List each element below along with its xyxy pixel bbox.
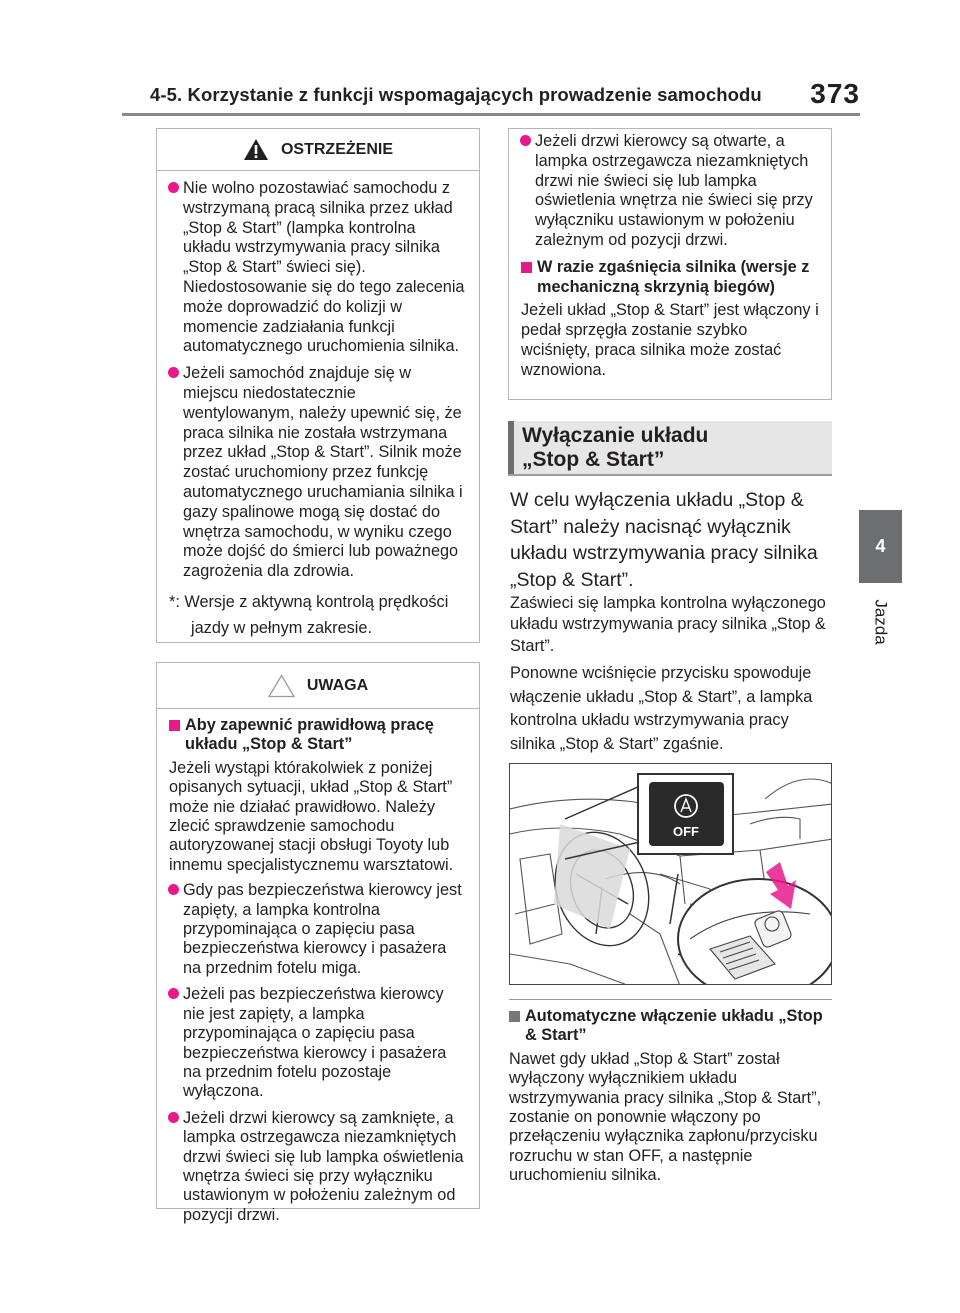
caution-icon [268,674,295,698]
header-divider [122,113,860,116]
section-para-1: Zaświeci się lampka kontrolna wyłączonego układu wstrzymywania pracy silnika „Stop & Start”. [510,594,826,655]
warning-box-continued [508,128,832,400]
warning-box-header [157,129,479,171]
warning-title: OSTRZEŻENIE [280,140,393,158]
warning-box [156,128,480,643]
chapter-tab-number: 4 [875,536,886,556]
section-title-line2: „Stop & Start” [522,448,665,471]
page-number: 373 [810,78,860,109]
warning-bullet: Nie wolno pozostawiać samochodu z wstrzymaną pracą silnika przez układ „Stop & Start” (lampka kontrolna układu wstrzymywania pracy silnika „Stop & Start” świeci się). Niedostosowanie się do tego zalecenia może doprowadzić do kolizji w momencie zadziałania funkcji automatycznego uruchomienia silnika. [169,179,467,357]
warning-icon [243,138,269,161]
section-para-2: Ponowne wciśnięcie przycisku spowoduje włączenie układu „Stop & Start”, a lampka kontrolna układu wstrzymywania pracy silnika „Stop & Start” zgaśnie. [510,664,813,753]
caution-bullet: Gdy pas bezpieczeństwa kierowcy jest zapięty, a lampka kontrolna przypominająca o zapięciu pasa bezpieczeństwa kierowcy i pasażera na przednim fotelu miga. [169,881,467,978]
chapter-tab [859,510,902,583]
subsection-divider [509,999,832,1000]
caution-box-header [157,663,479,709]
section-intro: W celu wyłączenia układu „Stop & Start” należy nacisnąć wyłącznik układu wstrzymywania pracy silnika „Stop & Start”. [510,489,818,591]
continued-bullet: Jeżeli drzwi kierowcy są otwarte, a lampka ostrzegawcza niezamkniętych drzwi nie świeci się lub lampka oświetlenia wnętrza nie świeci się przy wyłączniku ustawionym w położeniu zależnym od pozycji drzwi. [521,132,819,251]
warning-footnote: *: Wersje z aktywną kontrolą prędkości jazdy w pełnym zakresie. [169,592,449,637]
chapter-title: 4-5. Korzystanie z funkcji wspomagających prowadzenie samochodu [150,84,762,105]
continued-text: Jeżeli układ „Stop & Start” jest włączony i pedał sprzęgła zostanie szybko wciśnięty, praca silnika może zostać wznowiona. [521,301,819,379]
section-heading [508,421,832,476]
caution-bullet: Jeżeli pas bezpieczeństwa kierowcy nie jest zapięty, a lampka przypominająca o zapięciu pasa bezpieczeństwa kierowcy i pasażera na przednim fotelu pozostaje wyłączona. [169,985,467,1101]
subsection-heading: Automatyczne włączenie układu „Stop & Start” [509,1007,832,1046]
off-indicator-label: OFF [673,824,699,839]
dashboard-illustration [509,763,832,985]
caution-intro: Jeżeli wystąpi którakolwiek z poniżej opisanych sytuacji, układ „Stop & Start” może nie działać prawidłowo. Należy zlecić sprawdzenie samochodu autoryzowanej stacji obsługi Toyoty lub innemu specjalistycznemu warsztatowi. [169,758,454,874]
caution-bullet: Jeżeli drzwi kierowcy są zamknięte, a lampka ostrzegawcza niezamkniętych drzwi świeci się lub lampka oświetlenia wnętrza świeci się przy wyłączniku ustawionym w położeniu zależnym od pozycji drzwi. [169,1109,467,1225]
page-header [150,78,860,112]
caution-subheading: Aby zapewnić prawidłową pracę układu „Stop & Start” [169,716,467,755]
section-title-line1: Wyłączanie układu [522,424,709,447]
chapter-tab-label: Jazda [871,599,891,645]
continued-subheading: W razie zgaśnięcia silnika (wersje z mechaniczną skrzynią biegów) [521,258,819,298]
warning-bullet: Jeżeli samochód znajduje się w miejscu niedostatecznie wentylowanym, należy upewnić się, że praca silnika nie została wstrzymana przez układ „Stop & Start”. Silnik może zostać uruchomiony przez funkcję automatycznego uruchamiania silnika i gazy spalinowe mogą się dostać do wnętrza samochodu, w wyniku czego może dojść do śmierci lub poważnego zagrożenia dla zdrowia. [169,364,467,582]
caution-box [156,662,480,1224]
car-interior-drawing [510,764,832,985]
caution-title: UWAGA [306,676,369,694]
subsection-text: Nawet gdy układ „Stop & Start” został wyłączony wyłącznikiem układu wstrzymywania pracy silnika „Stop & Start”, zostanie on ponownie włączony po przełączeniu wyłącznika zapłonu/przycisku rozruchu w stan OFF, a następnie uruchomieniu silnika. [509,1049,822,1185]
